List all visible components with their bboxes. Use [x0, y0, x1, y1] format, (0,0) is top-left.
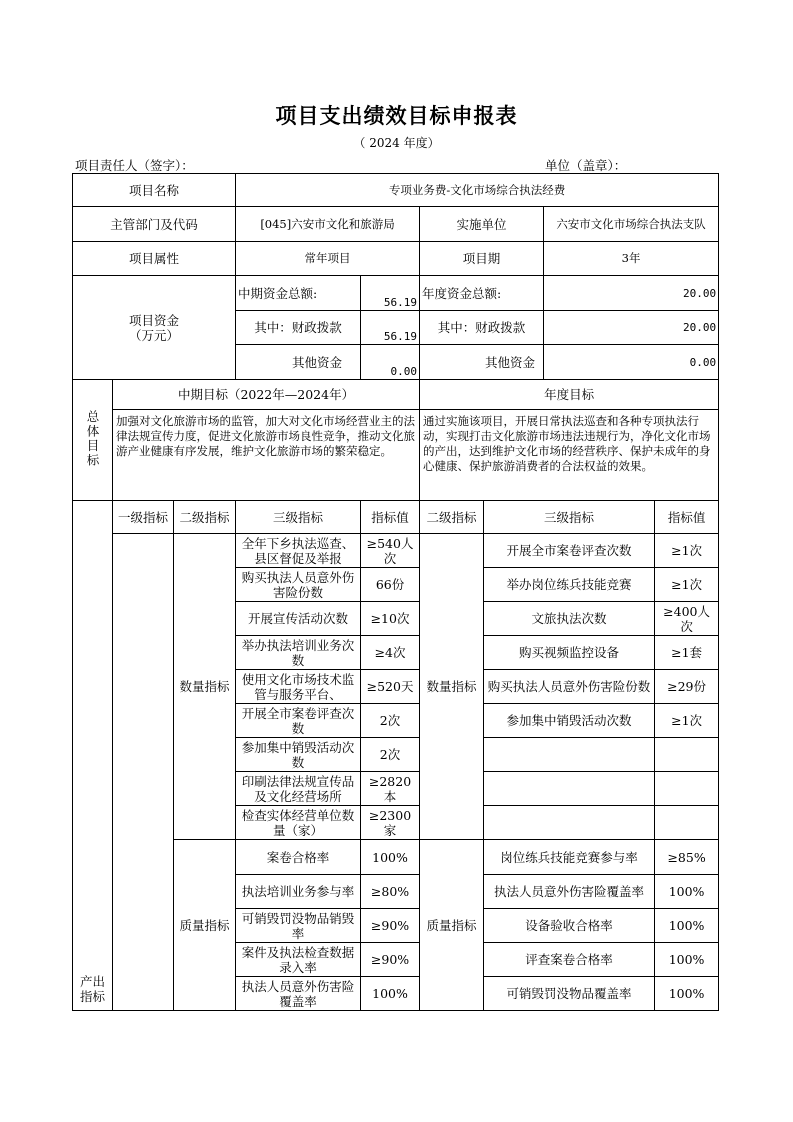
level1-header: 一级指标: [113, 501, 174, 534]
performance-table: [72, 173, 719, 1011]
year-indicator-value: [655, 772, 719, 806]
mid-indicator-name: 参加集中销毁活动次数: [236, 738, 361, 772]
dept-label: 主管部门及代码: [73, 207, 236, 242]
mid-goal-header: 中期目标（2022年—2024年）: [113, 380, 420, 410]
mid-indicator-name: 检查实体经营单位数量（家）: [236, 806, 361, 840]
mid-total-label: 中期资金总额:: [236, 276, 361, 311]
year-indicator-value: ≥29份: [655, 670, 719, 704]
year-indicator-name: 评查案卷合格率: [484, 943, 655, 977]
year-indicator-name: 参加集中销毁活动次数: [484, 704, 655, 738]
mid-indicator-value: ≥2300家: [361, 806, 420, 840]
mid-indicator-name: 印刷法律法规宣传品及文化经营场所: [236, 772, 361, 806]
quantity-label-mid: 数量指标: [174, 534, 236, 840]
year-other-label: 其他资金: [420, 345, 544, 380]
year-other-value: 0.00: [544, 345, 719, 380]
mid-other-label: 其他资金: [236, 345, 361, 380]
year-indicator-name: 可销毁罚没物品覆盖率: [484, 977, 655, 1011]
year-line: （ 2024 年度）: [353, 136, 440, 150]
mid-indicator-value: ≥90%: [361, 943, 420, 977]
year-fiscal-value: 20.00: [544, 311, 719, 345]
year-indicator-name: 购买执法人员意外伤害险份数: [484, 670, 655, 704]
year-indicator-name: 岗位练兵技能竞赛参与率: [484, 840, 655, 875]
year-goal-header: 年度目标: [420, 380, 719, 410]
year-indicator-value: [655, 806, 719, 840]
year-indicator-name: [484, 738, 655, 772]
overall-goal-label: 总体目标: [73, 380, 113, 501]
mid-indicator-name: 全年下乡执法巡查、县区督促及举报: [236, 534, 361, 568]
mid-indicator-name: 开展全市案卷评查次数: [236, 704, 361, 738]
mid-indicator-name: 开展宣传活动次数: [236, 602, 361, 636]
mid-indicator-name: 案件及执法检查数据录入率: [236, 943, 361, 977]
period-label: 项目期: [420, 242, 544, 276]
year-fiscal-label: 其中：财政拨款: [420, 311, 544, 345]
year-indicator-value: 100%: [655, 977, 719, 1011]
quantity-label-year: 数量指标: [420, 534, 484, 840]
mid-indicator-value: ≥10次: [361, 602, 420, 636]
year-indicator-name: 购买视频监控设备: [484, 636, 655, 670]
year-value-header: 指标值: [655, 501, 719, 534]
year-indicator-value: [655, 738, 719, 772]
mid-level2-header: 二级指标: [174, 501, 236, 534]
mid-indicator-value: ≥4次: [361, 636, 420, 670]
mid-indicator-name: 使用文化市场技术监管与服务平台、: [236, 670, 361, 704]
mid-indicator-value: ≥540人次: [361, 534, 420, 568]
year-indicator-value: ≥85%: [655, 840, 719, 875]
project-name-label: 项目名称: [73, 174, 236, 207]
mid-total-value: 56.19: [361, 276, 420, 311]
mid-level3-header: 三级指标: [236, 501, 361, 534]
mid-indicator-name: 购买执法人员意外伤害险份数: [236, 568, 361, 602]
impl-unit-value: 六安市文化市场综合执法支队: [544, 207, 719, 242]
mid-indicator-value: ≥520天: [361, 670, 420, 704]
year-indicator-value: ≥400人次: [655, 602, 719, 636]
year-indicator-value: 100%: [655, 909, 719, 943]
year-level3-header: 三级指标: [484, 501, 655, 534]
level1-output-label: 产出指标: [73, 501, 113, 1011]
year-indicator-name: 举办岗位练兵技能竞赛: [484, 568, 655, 602]
impl-unit-label: 实施单位: [420, 207, 544, 242]
year-indicator-name: 文旅执法次数: [484, 602, 655, 636]
year-indicator-value: ≥1次: [655, 704, 719, 738]
year-indicator-value: 100%: [655, 943, 719, 977]
period-value: 3年: [544, 242, 719, 276]
year-indicator-name: 开展全市案卷评查次数: [484, 534, 655, 568]
mid-indicator-name: 举办执法培训业务次数: [236, 636, 361, 670]
attr-value: 常年项目: [236, 242, 420, 276]
year-indicator-name: [484, 772, 655, 806]
year-total-value: 20.00: [544, 276, 719, 311]
year-indicator-name: 执法人员意外伤害险覆盖率: [484, 875, 655, 909]
mid-indicator-value: 2次: [361, 738, 420, 772]
year-indicator-value: ≥1次: [655, 568, 719, 602]
mid-fiscal-value: 56.19: [361, 311, 420, 345]
mid-indicator-value: 66份: [361, 568, 420, 602]
mid-fiscal-label: 其中：财政拨款: [236, 311, 361, 345]
page-title: 项目支出绩效目标申报表: [275, 103, 518, 128]
mid-indicator-name: 案卷合格率: [236, 840, 361, 875]
year-level2-header: 二级指标: [420, 501, 484, 534]
year-total-label: 年度资金总额:: [420, 276, 544, 311]
mid-indicator-value: 100%: [361, 977, 420, 1011]
dept-value: [045]六安市文化和旅游局: [236, 207, 420, 242]
mid-indicator-name: 可销毁罚没物品销毁率: [236, 909, 361, 943]
level1-blank-cell: [113, 534, 174, 1011]
mid-goal-text: 加强对文化旅游市场的监管，加大对文化市场经营业主的法律法规宣传力度，促进文化旅游市场良性竞争，推动文化旅游产业健康有序发展，维护文化旅游市场的繁荣稳定。: [113, 410, 420, 501]
mid-indicator-name: 执法人员意外伤害险覆盖率: [236, 977, 361, 1011]
year-indicator-name: 设备验收合格率: [484, 909, 655, 943]
mid-value-header: 指标值: [361, 501, 420, 534]
unit-seal-label: 单位（盖章）：: [545, 158, 627, 173]
mid-indicator-value: 2次: [361, 704, 420, 738]
year-indicator-name: [484, 806, 655, 840]
mid-indicator-value: 100%: [361, 840, 420, 875]
quality-label-mid: 质量指标: [174, 840, 236, 1011]
attr-label: 项目属性: [73, 242, 236, 276]
year-goal-text: 通过实施该项目，开展日常执法巡查和各种专项执法行动，实现打击文化旅游市场违法违规行为，净化文化市场的产出，达到维护文化市场的经营秩序、保护未成年的身心健康、保护旅游消费者的合法权益的效果。: [420, 410, 719, 501]
year-indicator-value: ≥1次: [655, 534, 719, 568]
funds-label: 项目资金 （万元）: [73, 276, 236, 380]
mid-indicator-name: 执法培训业务参与率: [236, 875, 361, 909]
responsible-person-label: 项目责任人（签字）：: [75, 158, 194, 173]
project-name-value: 专项业务费-文化市场综合执法经费: [236, 174, 719, 207]
mid-indicator-value: ≥80%: [361, 875, 420, 909]
year-indicator-value: 100%: [655, 875, 719, 909]
mid-other-value: 0.00: [361, 345, 420, 380]
mid-indicator-value: ≥2820本: [361, 772, 420, 806]
quality-label-year: 质量指标: [420, 840, 484, 1011]
year-indicator-value: ≥1套: [655, 636, 719, 670]
mid-indicator-value: ≥90%: [361, 909, 420, 943]
